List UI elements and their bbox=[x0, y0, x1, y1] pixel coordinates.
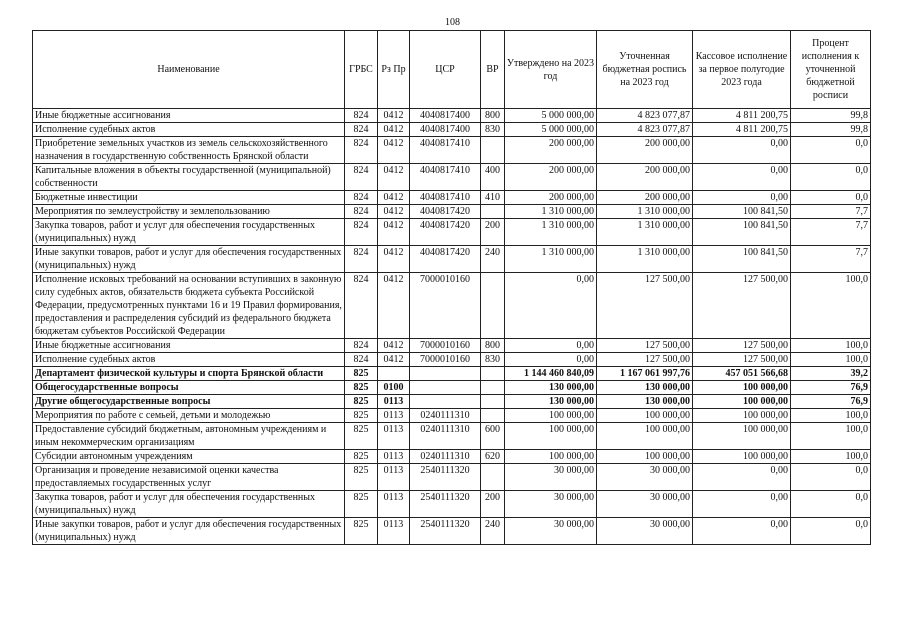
cell-percent: 100,0 bbox=[791, 450, 871, 464]
cell-rz-pr: 0113 bbox=[378, 409, 410, 423]
cell-vr bbox=[481, 395, 505, 409]
cell-rz-pr: 0412 bbox=[378, 353, 410, 367]
cell-revised: 200 000,00 bbox=[597, 191, 693, 205]
cell-vr: 200 bbox=[481, 219, 505, 246]
header-cash: Кассовое исполнение за первое полугодие 2023 года bbox=[693, 31, 791, 109]
cell-grbs: 825 bbox=[345, 381, 378, 395]
cell-vr: 240 bbox=[481, 246, 505, 273]
cell-approved: 0,00 bbox=[505, 273, 597, 339]
cell-name: Субсидии автономным учреждениям bbox=[33, 450, 345, 464]
cell-csr: 4040817400 bbox=[410, 109, 481, 123]
cell-revised: 1 310 000,00 bbox=[597, 219, 693, 246]
cell-rz-pr: 0113 bbox=[378, 518, 410, 545]
cell-vr: 400 bbox=[481, 164, 505, 191]
cell-name: Организация и проведение независимой оценки качества предоставляемых государственных услуг bbox=[33, 464, 345, 491]
cell-vr: 410 bbox=[481, 191, 505, 205]
header-revised: Уточненная бюджетная роспись на 2023 год bbox=[597, 31, 693, 109]
cell-rz-pr: 0412 bbox=[378, 273, 410, 339]
cell-percent: 100,0 bbox=[791, 423, 871, 450]
cell-percent: 99,8 bbox=[791, 123, 871, 137]
table-row bbox=[33, 464, 871, 491]
cell-approved: 0,00 bbox=[505, 353, 597, 367]
cell-approved: 100 000,00 bbox=[505, 423, 597, 450]
cell-cash: 100 841,50 bbox=[693, 219, 791, 246]
cell-cash: 4 811 200,75 bbox=[693, 109, 791, 123]
cell-cash: 100 000,00 bbox=[693, 423, 791, 450]
cell-grbs: 824 bbox=[345, 339, 378, 353]
cell-cash: 127 500,00 bbox=[693, 273, 791, 339]
cell-rz-pr: 0412 bbox=[378, 109, 410, 123]
cell-approved: 100 000,00 bbox=[505, 409, 597, 423]
cell-revised: 1 167 061 997,76 bbox=[597, 367, 693, 381]
cell-approved: 1 310 000,00 bbox=[505, 219, 597, 246]
cell-grbs: 824 bbox=[345, 164, 378, 191]
cell-name: Бюджетные инвестиции bbox=[33, 191, 345, 205]
page-number: 108 bbox=[445, 17, 460, 28]
header-vr: ВР bbox=[481, 31, 505, 109]
cell-approved: 30 000,00 bbox=[505, 491, 597, 518]
cell-revised: 127 500,00 bbox=[597, 339, 693, 353]
cell-rz-pr: 0113 bbox=[378, 464, 410, 491]
table-row bbox=[33, 219, 871, 246]
cell-rz-pr: 0113 bbox=[378, 491, 410, 518]
table-row bbox=[33, 518, 871, 545]
cell-csr: 2540111320 bbox=[410, 518, 481, 545]
cell-csr: 7000010160 bbox=[410, 353, 481, 367]
cell-csr: 4040817420 bbox=[410, 205, 481, 219]
cell-percent: 100,0 bbox=[791, 353, 871, 367]
cell-vr: 800 bbox=[481, 109, 505, 123]
cell-approved: 0,00 bbox=[505, 339, 597, 353]
cell-cash: 100 000,00 bbox=[693, 395, 791, 409]
cell-rz-pr: 0412 bbox=[378, 246, 410, 273]
cell-approved: 5 000 000,00 bbox=[505, 109, 597, 123]
cell-rz-pr: 0113 bbox=[378, 423, 410, 450]
header-percent: Процент исполнения к уточненной бюджетной росписи bbox=[791, 31, 871, 109]
table-row bbox=[33, 450, 871, 464]
header-csr: ЦСР bbox=[410, 31, 481, 109]
table-row bbox=[33, 273, 871, 339]
cell-rz-pr: 0113 bbox=[378, 450, 410, 464]
table-row bbox=[33, 339, 871, 353]
cell-percent: 7,7 bbox=[791, 205, 871, 219]
cell-grbs: 825 bbox=[345, 518, 378, 545]
table-row bbox=[33, 423, 871, 450]
table-row bbox=[33, 395, 871, 409]
cell-revised: 127 500,00 bbox=[597, 353, 693, 367]
cell-vr bbox=[481, 137, 505, 164]
table-row bbox=[33, 491, 871, 518]
cell-vr: 240 bbox=[481, 518, 505, 545]
cell-revised: 30 000,00 bbox=[597, 464, 693, 491]
cell-vr bbox=[481, 367, 505, 381]
cell-revised: 4 823 077,87 bbox=[597, 123, 693, 137]
cell-rz-pr: 0412 bbox=[378, 219, 410, 246]
cell-approved: 130 000,00 bbox=[505, 395, 597, 409]
cell-csr: 7000010160 bbox=[410, 273, 481, 339]
cell-percent: 100,0 bbox=[791, 409, 871, 423]
cell-name: Мероприятия по работе с семьей, детьми и молодежью bbox=[33, 409, 345, 423]
cell-name: Департамент физической культуры и спорта Брянской области bbox=[33, 367, 345, 381]
cell-revised: 30 000,00 bbox=[597, 518, 693, 545]
table-header-row bbox=[33, 31, 871, 109]
cell-vr: 830 bbox=[481, 123, 505, 137]
cell-approved: 30 000,00 bbox=[505, 518, 597, 545]
cell-csr bbox=[410, 367, 481, 381]
cell-vr: 200 bbox=[481, 491, 505, 518]
cell-grbs: 824 bbox=[345, 246, 378, 273]
cell-cash: 100 000,00 bbox=[693, 450, 791, 464]
cell-percent: 0,0 bbox=[791, 191, 871, 205]
cell-name: Приобретение земельных участков из земель сельскохозяйственного назначения в государственную собственность Брянской области bbox=[33, 137, 345, 164]
header-approved: Утверждено на 2023 год bbox=[505, 31, 597, 109]
cell-csr bbox=[410, 381, 481, 395]
cell-vr bbox=[481, 205, 505, 219]
cell-name: Закупка товаров, работ и услуг для обеспечения государственных (муниципальных) нужд bbox=[33, 491, 345, 518]
cell-csr: 0240111310 bbox=[410, 409, 481, 423]
cell-csr: 4040817420 bbox=[410, 219, 481, 246]
cell-cash: 100 000,00 bbox=[693, 409, 791, 423]
budget-execution-table bbox=[32, 30, 871, 545]
cell-csr: 0240111310 bbox=[410, 423, 481, 450]
cell-revised: 100 000,00 bbox=[597, 450, 693, 464]
cell-percent: 100,0 bbox=[791, 273, 871, 339]
cell-name: Общегосударственные вопросы bbox=[33, 381, 345, 395]
cell-csr: 4040817400 bbox=[410, 123, 481, 137]
cell-percent: 99,8 bbox=[791, 109, 871, 123]
cell-rz-pr: 0412 bbox=[378, 339, 410, 353]
cell-name: Иные закупки товаров, работ и услуг для обеспечения государственных (муниципальных) нужд bbox=[33, 246, 345, 273]
table-row bbox=[33, 246, 871, 273]
table-row bbox=[33, 381, 871, 395]
table-body bbox=[33, 109, 871, 545]
cell-revised: 100 000,00 bbox=[597, 423, 693, 450]
cell-name: Иные закупки товаров, работ и услуг для обеспечения государственных (муниципальных) нужд bbox=[33, 518, 345, 545]
header-name: Наименование bbox=[33, 31, 345, 109]
cell-grbs: 824 bbox=[345, 109, 378, 123]
cell-cash: 100 841,50 bbox=[693, 205, 791, 219]
cell-vr: 600 bbox=[481, 423, 505, 450]
cell-rz-pr: 0412 bbox=[378, 191, 410, 205]
header-grbs: ГРБС bbox=[345, 31, 378, 109]
cell-percent: 0,0 bbox=[791, 137, 871, 164]
cell-revised: 100 000,00 bbox=[597, 409, 693, 423]
cell-grbs: 824 bbox=[345, 137, 378, 164]
table-row bbox=[33, 353, 871, 367]
cell-grbs: 824 bbox=[345, 353, 378, 367]
cell-cash: 0,00 bbox=[693, 191, 791, 205]
cell-csr: 4040817420 bbox=[410, 246, 481, 273]
cell-name: Исполнение судебных актов bbox=[33, 123, 345, 137]
cell-percent: 0,0 bbox=[791, 518, 871, 545]
cell-revised: 200 000,00 bbox=[597, 137, 693, 164]
cell-name: Иные бюджетные ассигнования bbox=[33, 109, 345, 123]
cell-revised: 1 310 000,00 bbox=[597, 246, 693, 273]
cell-percent: 76,9 bbox=[791, 381, 871, 395]
cell-percent: 0,0 bbox=[791, 491, 871, 518]
cell-csr: 7000010160 bbox=[410, 339, 481, 353]
cell-revised: 127 500,00 bbox=[597, 273, 693, 339]
cell-approved: 200 000,00 bbox=[505, 137, 597, 164]
cell-cash: 0,00 bbox=[693, 464, 791, 491]
cell-grbs: 825 bbox=[345, 464, 378, 491]
cell-approved: 200 000,00 bbox=[505, 164, 597, 191]
header-rz-pr: Рз Пр bbox=[378, 31, 410, 109]
cell-name: Исполнение исковых требований на основании вступивших в законную силу судебных актов, обязательств бюджета субъекта Российской Федерации, предусмотренных пунктами 16 и 19 Правил формирования, предоставления и распределения субсидий из федерального бюджета бюджетам субъектов Российской Федерации bbox=[33, 273, 345, 339]
cell-approved: 130 000,00 bbox=[505, 381, 597, 395]
cell-csr: 0240111310 bbox=[410, 450, 481, 464]
cell-rz-pr: 0412 bbox=[378, 137, 410, 164]
cell-approved: 1 144 460 840,09 bbox=[505, 367, 597, 381]
cell-grbs: 824 bbox=[345, 273, 378, 339]
table-row bbox=[33, 137, 871, 164]
table-row bbox=[33, 123, 871, 137]
cell-percent: 0,0 bbox=[791, 464, 871, 491]
table-row bbox=[33, 191, 871, 205]
cell-vr bbox=[481, 273, 505, 339]
cell-cash: 100 841,50 bbox=[693, 246, 791, 273]
cell-csr: 4040817410 bbox=[410, 164, 481, 191]
cell-approved: 200 000,00 bbox=[505, 191, 597, 205]
cell-name: Капитальные вложения в объекты государственной (муниципальной) собственности bbox=[33, 164, 345, 191]
cell-grbs: 824 bbox=[345, 123, 378, 137]
cell-cash: 457 051 566,68 bbox=[693, 367, 791, 381]
cell-vr: 620 bbox=[481, 450, 505, 464]
table-row bbox=[33, 367, 871, 381]
cell-grbs: 824 bbox=[345, 191, 378, 205]
cell-revised: 4 823 077,87 bbox=[597, 109, 693, 123]
cell-rz-pr: 0113 bbox=[378, 395, 410, 409]
cell-percent: 76,9 bbox=[791, 395, 871, 409]
cell-csr: 4040817410 bbox=[410, 191, 481, 205]
cell-vr bbox=[481, 381, 505, 395]
cell-csr bbox=[410, 395, 481, 409]
cell-revised: 1 310 000,00 bbox=[597, 205, 693, 219]
cell-grbs: 824 bbox=[345, 219, 378, 246]
cell-cash: 0,00 bbox=[693, 137, 791, 164]
cell-vr: 800 bbox=[481, 339, 505, 353]
table-row bbox=[33, 205, 871, 219]
cell-grbs: 825 bbox=[345, 491, 378, 518]
cell-approved: 30 000,00 bbox=[505, 464, 597, 491]
cell-name: Закупка товаров, работ и услуг для обеспечения государственных (муниципальных) нужд bbox=[33, 219, 345, 246]
cell-grbs: 825 bbox=[345, 450, 378, 464]
cell-cash: 127 500,00 bbox=[693, 353, 791, 367]
cell-cash: 0,00 bbox=[693, 518, 791, 545]
cell-cash: 127 500,00 bbox=[693, 339, 791, 353]
cell-approved: 1 310 000,00 bbox=[505, 205, 597, 219]
cell-name: Исполнение судебных актов bbox=[33, 353, 345, 367]
cell-rz-pr bbox=[378, 367, 410, 381]
cell-rz-pr: 0412 bbox=[378, 123, 410, 137]
cell-name: Иные бюджетные ассигнования bbox=[33, 339, 345, 353]
cell-vr: 830 bbox=[481, 353, 505, 367]
cell-cash: 100 000,00 bbox=[693, 381, 791, 395]
cell-grbs: 825 bbox=[345, 367, 378, 381]
cell-csr: 2540111320 bbox=[410, 464, 481, 491]
cell-name: Предоставление субсидий бюджетным, автономным учреждениям и иным некоммерческим организациям bbox=[33, 423, 345, 450]
cell-grbs: 825 bbox=[345, 409, 378, 423]
cell-approved: 1 310 000,00 bbox=[505, 246, 597, 273]
cell-grbs: 825 bbox=[345, 423, 378, 450]
table-row bbox=[33, 164, 871, 191]
cell-percent: 0,0 bbox=[791, 164, 871, 191]
cell-rz-pr: 0100 bbox=[378, 381, 410, 395]
cell-percent: 7,7 bbox=[791, 246, 871, 273]
cell-vr bbox=[481, 464, 505, 491]
cell-percent: 7,7 bbox=[791, 219, 871, 246]
cell-cash: 0,00 bbox=[693, 491, 791, 518]
table-row bbox=[33, 409, 871, 423]
cell-percent: 39,2 bbox=[791, 367, 871, 381]
table-row bbox=[33, 109, 871, 123]
cell-csr: 4040817410 bbox=[410, 137, 481, 164]
cell-vr bbox=[481, 409, 505, 423]
cell-approved: 5 000 000,00 bbox=[505, 123, 597, 137]
cell-approved: 100 000,00 bbox=[505, 450, 597, 464]
cell-cash: 4 811 200,75 bbox=[693, 123, 791, 137]
cell-revised: 130 000,00 bbox=[597, 381, 693, 395]
cell-cash: 0,00 bbox=[693, 164, 791, 191]
cell-revised: 30 000,00 bbox=[597, 491, 693, 518]
cell-csr: 2540111320 bbox=[410, 491, 481, 518]
cell-rz-pr: 0412 bbox=[378, 205, 410, 219]
cell-name: Мероприятия по землеустройству и землепользованию bbox=[33, 205, 345, 219]
cell-grbs: 824 bbox=[345, 205, 378, 219]
cell-rz-pr: 0412 bbox=[378, 164, 410, 191]
cell-revised: 130 000,00 bbox=[597, 395, 693, 409]
cell-name: Другие общегосударственные вопросы bbox=[33, 395, 345, 409]
cell-revised: 200 000,00 bbox=[597, 164, 693, 191]
cell-grbs: 825 bbox=[345, 395, 378, 409]
cell-percent: 100,0 bbox=[791, 339, 871, 353]
